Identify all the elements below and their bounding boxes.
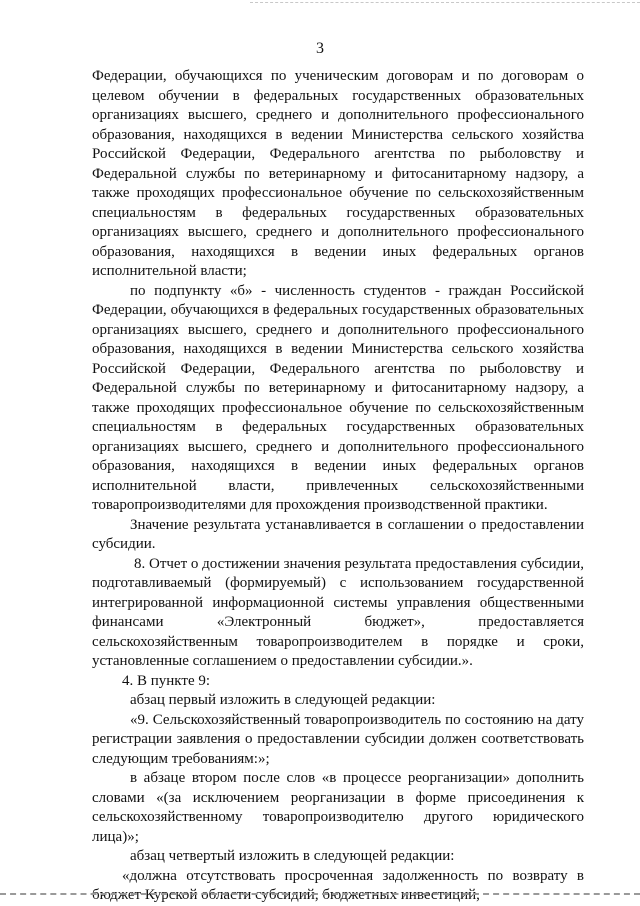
page-number: 3 — [316, 40, 324, 57]
scan-artifact-top — [250, 2, 640, 3]
document-body — [92, 67, 584, 906]
paragraph-point-9-quote: «9. Сельскохозяйственный товаропроизводитель по состоянию на дату регистрации заявления о предоставлении субсидии должен соответствовать следующим требованиям:»; — [92, 711, 584, 767]
paragraph-second-abzac: в абзаце втором после слов «в процессе реорганизации» дополнить словами «(за исключением реорганизации в форме присоединения к сельскохозяйственному товаропроизводителю другого юридического лица)»; — [92, 770, 584, 845]
paragraph-first-abzac: абзац первый изложить в следующей редакции: — [130, 692, 436, 708]
paragraph-subpoint-b: по подпункту «б» - численность студентов - граждан Российской Федерации, обучающихся в федеральных государственных образовательных организациях высшего, среднего и дополнительного профессионального образования, находящихся в ведении Министерства сельского хозяйства Российской Федерации, Федерального агентства по рыболовству и Федеральной службы по ветеринарному и фитосанитарному надзору, а также проходящих профессиональное обучение по сельскохозяйственным специальностям в федеральных государственных образовательных организациях высшего, среднего и дополнительного профессионального образования, находящихся в ведении иных федеральных органов исполнительной власти, привлеченных сельскохозяйственными товаропроизводителями для прохождения производственной практики. — [92, 282, 584, 513]
paragraph-fourth-abzac: абзац четвертый изложить в следующей редакции: — [130, 848, 455, 864]
paragraph-item-4: 4. В пункте 9: — [122, 672, 211, 689]
paragraph-debt-quote: «должна отсутствовать просроченная задолженность по возврату в бюджет Курской области субсидий, бюджетных инвестиций, — [92, 867, 584, 903]
paragraph-point-8: 8. Отчет о достижении значения результата предоставления субсидии, подготавливаемый (формируемый) с использованием государственной интегрированной информационной системы управления общественными финансами «Электронный бюджет», предоставляется сельскохозяйственным товаропроизводителем в порядке и сроки, установленные соглашением о предоставлении субсидии.». — [92, 555, 584, 669]
paragraph-continuation: Федерации, обучающихся по ученическим договорам и по договорам о целевом обучении в федеральных государственных образовательных организациях высшего, среднего и дополнительного профессионального образования, находящихся в ведении Министерства сельского хозяйства Российской Федерации, Федерального агентства по рыболовству и Федеральной службы по ветеринарному и фитосанитарному надзору, а также проходящих профессиональное обучение по сельскохозяйственным специальностям в федеральных государственных образовательных организациях высшего, среднего и дополнительного профессионального образования, находящихся в ведении иных федеральных органов исполнительной власти; — [92, 68, 584, 279]
paragraph-result-value: Значение результата устанавливается в соглашении о предоставлении субсидии. — [92, 516, 584, 552]
scan-artifact-bottom — [0, 893, 640, 895]
